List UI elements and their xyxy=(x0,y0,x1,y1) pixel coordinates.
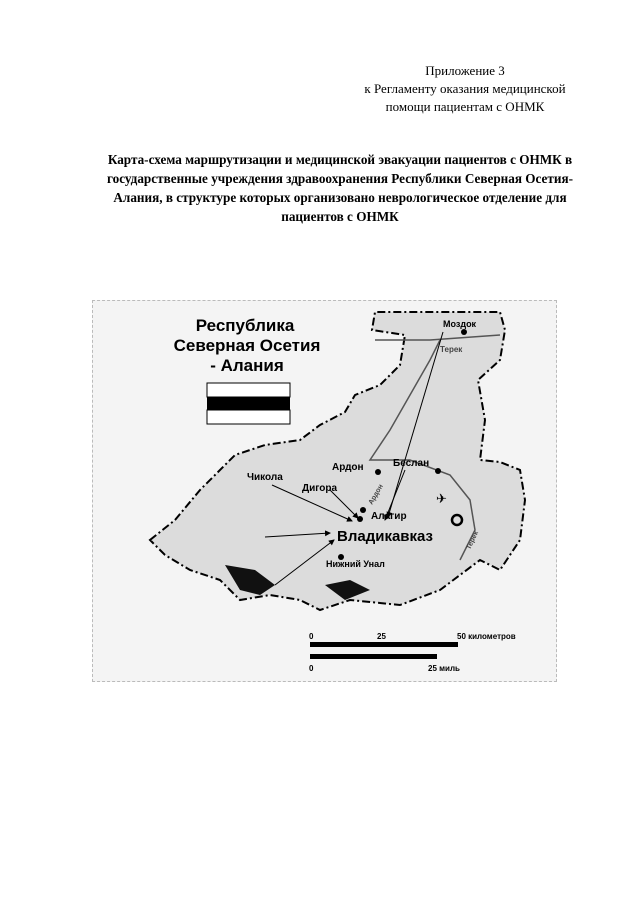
city-label-alagir: Алагир xyxy=(371,511,407,522)
title-line: Алания, в структуре которых организовано неврологическое отделение для xyxy=(113,190,567,205)
city-label-nizhniy-unal: Нижний Унал xyxy=(326,559,385,569)
river-label-terek: Терек xyxy=(440,345,463,354)
river-label-ardon: Ардон xyxy=(367,483,385,506)
city-label-ardon: Ардон xyxy=(332,462,364,473)
scale-label: 0 xyxy=(309,632,314,641)
city-label-mozdok: Моздок xyxy=(443,319,477,329)
scale-bar xyxy=(309,632,516,673)
city-label-vladikavkaz: Владикавказ xyxy=(337,528,434,545)
scale-label: 25 миль xyxy=(428,664,460,673)
flag xyxy=(207,383,290,424)
map-heading: Республика xyxy=(195,316,295,335)
appendix-reference: к Регламенту оказания медицинской xyxy=(364,81,566,96)
map-heading: - Алания xyxy=(210,356,284,375)
city-label-digora: Дигора xyxy=(302,483,338,494)
map-heading: Северная Осетия xyxy=(173,336,321,355)
title-line: пациентов с ОНМК xyxy=(281,209,399,224)
city-label-chikola: Чикола xyxy=(247,472,283,483)
scale-label: 0 xyxy=(309,664,314,673)
appendix-number: Приложение 3 xyxy=(425,63,505,78)
airport-icon: ✈ xyxy=(436,491,447,506)
river-label-terek: Терек xyxy=(465,530,481,551)
title-line: государственные учреждения здравоохранения Республики Северная Осетия- xyxy=(106,171,574,186)
scale-label: 25 xyxy=(377,632,386,641)
appendix-subject: помощи пациентам с ОНМК xyxy=(385,99,545,114)
title-line: Карта-схема маршрутизации и медицинской эвакуации пациентов с ОНМК в xyxy=(107,152,573,167)
city-label-beslan: Беслан xyxy=(393,458,430,469)
scale-label: 50 километров xyxy=(457,632,516,641)
